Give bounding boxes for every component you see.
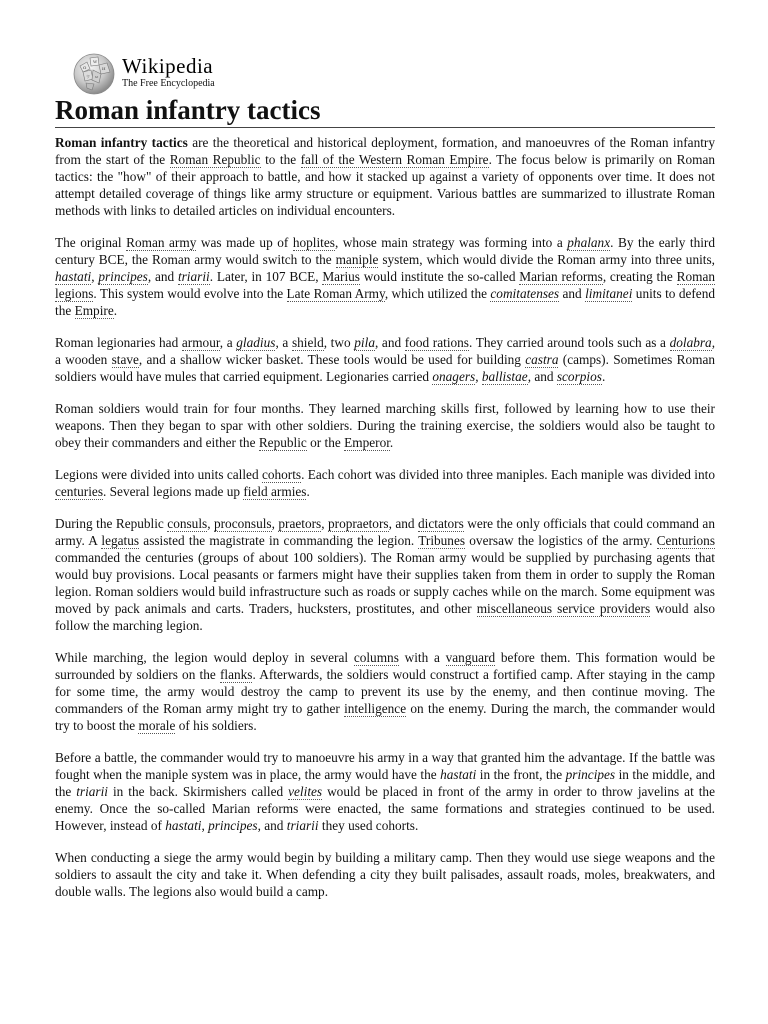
link-marian-reforms[interactable]: Marian reforms [519, 269, 603, 284]
link-armour[interactable]: armour [181, 335, 220, 350]
link-triarii[interactable]: triarii [177, 269, 210, 284]
wikipedia-logo[interactable] [70, 50, 715, 94]
link-tribunes[interactable]: Tribunes [418, 533, 466, 548]
link-roman-republic[interactable]: Roman Republic [169, 152, 261, 167]
link-onagers[interactable]: onagers [432, 369, 476, 384]
link-pila[interactable]: pila [354, 335, 375, 350]
link-shield[interactable]: shield [291, 335, 324, 350]
paragraph-army-evolution: The original Roman army was made up of hoplites, whose main strategy was forming into a phalanx. By the early third century BCE, the Roman army would switch to the maniple system, which would divide the Roman army into three units, hastati, principes, and triarii. Later, in 107 BCE, Marius would institute the so-called Marian reforms, creating the Roman legions. This system would evolve into the Late Roman Army, which utilized the comitatenses and limitanei units to defend the Empire. [55, 235, 715, 318]
link-castra[interactable]: castra [525, 352, 559, 367]
link-republic[interactable]: Republic [258, 435, 307, 450]
link-late-roman-army[interactable]: Late Roman Army [286, 286, 385, 301]
link-centuries[interactable]: centuries [55, 484, 103, 499]
link-marius[interactable]: Marius [322, 269, 360, 284]
paragraph-battle: Before a battle, the commander would try to manoeuvre his army in a way that granted him the advantage. If the battle was fought when the maniple system was in place, the army would have the hastati in the front, the principes in the middle, and the triarii in the back. Skirmishers called velites would be placed in front of the army in order to throw javelins at the enemy. Once the so-called Marian reforms were enacted, the same formations and strategies continued to be used. However, instead of hastati, principes, and triarii they used cohorts. [55, 750, 716, 833]
wordmark [122, 53, 215, 89]
link-roman-army[interactable]: Roman army [126, 235, 197, 250]
link-roman-legions[interactable]: Roman legions [55, 269, 715, 301]
link-empire[interactable]: Empire [74, 303, 114, 318]
link-hastati[interactable]: hastati [55, 269, 92, 284]
link-limitanei[interactable]: limitanei [585, 286, 633, 301]
paragraph-intro: Roman infantry tactics are the theoretical and historical deployment, formation, and manoeuvres of the Roman infantry from the start of the Roman Republic to the fall of the Western Roman Empire. The focus below is primarily on Roman tactics: the "how" of their approach to battle, and how it stacked up against a variety of opponents over time. It does not attempt detailed coverage of things like army structure or equipment. Various battles are summarized to illustrate Roman methods with links to detailed articles on individual encounters. [55, 135, 716, 218]
page-title: Roman infantry tactics [55, 95, 715, 128]
link-praetors[interactable]: praetors [278, 516, 322, 531]
link-centurions[interactable]: Centurions [656, 533, 715, 548]
link-ballistae[interactable]: ballistae [481, 369, 528, 384]
link-intelligence[interactable]: intelligence [344, 701, 407, 716]
link-miscellaneous-service-providers[interactable]: miscellaneous service providers [476, 601, 651, 616]
link-proconsuls[interactable]: proconsuls [213, 516, 272, 531]
link-scorpios[interactable]: scorpios [556, 369, 602, 384]
link-food-rations[interactable]: food rations [404, 335, 469, 350]
article-page [55, 50, 715, 915]
link-gladius[interactable]: gladius [236, 335, 276, 350]
wikipedia-globe-icon [70, 48, 118, 96]
paragraph-command: During the Republic consuls, proconsuls, praetors, propraetors, and dictators were the only officials that could command an army. A legatus assisted the magistrate in commanding the legion. Tribunes oversaw the logistics of the army. Centurions commanded the centuries (groups of about 100 soldiers). The Roman army would be supplied by purchasing agents that would buy provisions. Local peasants or farmers might have their supplies taken from them in order to supply the Roman legion. Roman soldiers would build infrastructure such as roads or supply caches while on the march. Some equipment was moved by pack animals and carts. Traders, hucksters, prostitutes, and other miscellaneous service providers would also follow the marching legion. [55, 516, 715, 633]
link-dolabra[interactable]: dolabra [669, 335, 712, 350]
link-stave[interactable]: stave [111, 352, 139, 367]
link-consuls[interactable]: consuls [167, 516, 208, 531]
wordmark-tagline: The Free Encyclopedia [122, 77, 215, 89]
link-hoplites[interactable]: hoplites [292, 235, 335, 250]
svg-text:И: И [102, 66, 106, 71]
link-propraetors[interactable]: propraetors [328, 516, 389, 531]
link-morale[interactable]: morale [138, 718, 176, 733]
link-columns[interactable]: columns [353, 650, 399, 665]
link-principes[interactable]: principes [98, 269, 148, 284]
bold-term: Roman infantry tactics [55, 135, 188, 150]
wordmark-title: Wikipedia [122, 53, 214, 78]
paragraph-siege: When conducting a siege the army would begin by building a military camp. Then they would use siege weapons and the soldiers to assault the city and take it. When defending a city they built palisades, assault roads, moles, breakwaters, and double walls. The legions also would build a camp. [55, 850, 715, 899]
link-comitatenses[interactable]: comitatenses [490, 286, 560, 301]
link-legatus[interactable]: legatus [101, 533, 140, 548]
link-flanks[interactable]: flanks [219, 667, 253, 682]
link-dictators[interactable]: dictators [418, 516, 464, 531]
link-emperor[interactable]: Emperor [344, 435, 390, 450]
link-cohorts[interactable]: cohorts [261, 467, 302, 482]
paragraph-units: Legions were divided into units called cohorts. Each cohort was divided into three maniples. Each maniple was divided into centuries. Several legions made up field armies. [55, 467, 715, 499]
link-maniple[interactable]: maniple [335, 252, 379, 267]
svg-text:ウ: ウ [86, 74, 90, 79]
link-fall-of-western-roman-empire[interactable]: fall of the Western Roman Empire [300, 152, 489, 167]
link-velites[interactable]: velites [288, 784, 323, 799]
link-field-armies[interactable]: field armies [243, 484, 307, 499]
paragraph-equipment: Roman legionaries had armour, a gladius, a shield, two pila, and food rations. They carried around tools such as a dolabra, a wooden stave, and a shallow wicker basket. These tools would be used for building castra (camps). Sometimes Roman soldiers would have mules that carried equipment. Legionaries carried onagers, ballistae, and scorpios. [55, 335, 716, 384]
link-phalanx[interactable]: phalanx [567, 235, 611, 250]
paragraph-training: Roman soldiers would train for four months. They learned marching skills first, followed by learning how to use their weapons. Then they began to spar with other soldiers. During the training exercise, the soldiers would also be taught to obey their commanders and either the Republic or the Emperor. [55, 401, 715, 450]
link-vanguard[interactable]: vanguard [445, 650, 496, 665]
article-body [55, 134, 715, 900]
svg-text:Ω: Ω [83, 65, 87, 70]
svg-text:ω: ω [95, 74, 99, 79]
svg-text:W: W [93, 59, 98, 64]
paragraph-marching: While marching, the legion would deploy in several columns with a vanguard before them. This formation would be surrounded by soldiers on the flanks. Afterwards, the soldiers would construct a fortified camp. After staying in the camp for some time, the army would destroy the camp to prevent its use by the enemy, and then continue moving. The commanders of the Roman army might try to gather intelligence on the enemy. During the march, the commander would try to boost the morale of his soldiers. [55, 650, 716, 733]
